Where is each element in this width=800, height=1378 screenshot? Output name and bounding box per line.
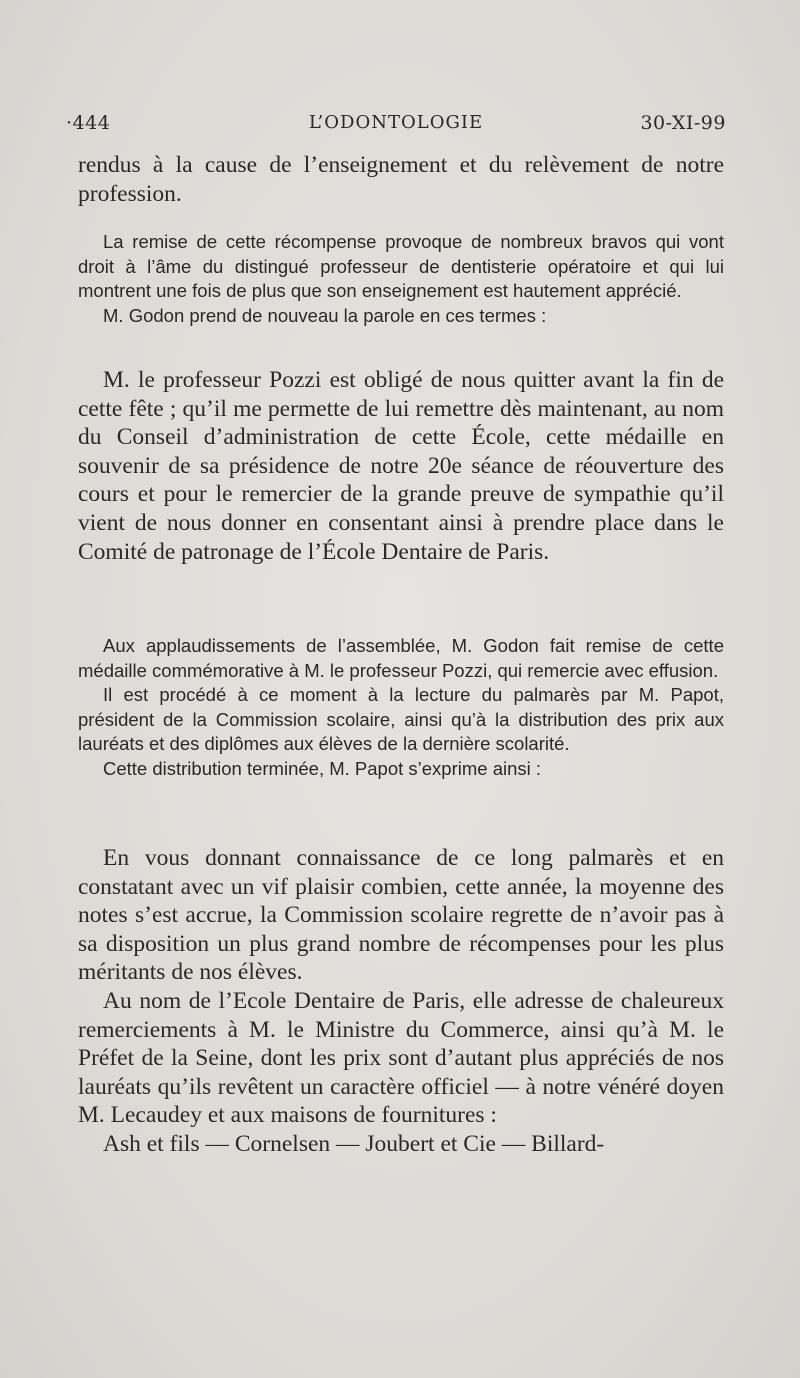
speech-paragraph: Au nom de l’Ecole Dentaire de Paris, elle adresse de chaleureux remerciements à M. le Ministre du Commerce, ainsi qu’à M. le Préfet de la Seine, dont les prix sont d’autant plus appréciés de nos lauréats qu’ils revêtent un caractère officiel — à notre vénéré doyen M. Lecaudey et aux maisons de fournitures : [78,987,724,1129]
narrative-paragraph: Il est procédé à ce moment à la lecture du palmarès par M. Papot, président de la Commission scolaire, ainsi qu’à la distribution des prix aux lauréats et des diplômes aux élèves de la dernière scolarité. [78,684,724,754]
issue-date: 30-XI-99 [640,112,726,134]
speech-paragraph: M. le professeur Pozzi est obligé de nous quitter avant la fin de cette fête ; qu’il me permette de lui remettre dès maintenant, au nom du Conseil d’administration de cette École, cette médaille en souvenir de sa présidence de notre 20e séance de réouverture des cours et pour le remercier de la grande preuve de sympathie qu’il vient de nous donner en consentant ainsi à prendre place dans le Comité de patronage de l’École Dentaire de Paris. [78,367,724,565]
narrative-block-1 [78,230,724,328]
narrative-paragraph: Aux applaudissements de l’assemblée, M. Godon fait remise de cette médaille commémorative à M. le professeur Pozzi, qui remercie avec effusion. [78,635,724,681]
speech-paragraph: En vous donnant connaissance de ce long palmarès et en constatant avec un vif plaisir combien, cette année, la moyenne des notes s’est accrue, la Commission scolaire regrette de n’avoir pas à sa disposition un plus grand nombre de récompenses pour les plus méritants de nos élèves. [78,845,724,986]
continuation-paragraph-block [78,151,724,208]
narrative-block-2 [78,634,724,781]
page-number: ·444 [66,112,111,134]
journal-title: L’ODONTOLOGIE [308,112,484,133]
continuation-paragraph: rendus à la cause de l’enseignement et du relèvement de notre profession. [78,152,724,207]
narrative-paragraph: La remise de cette récompense provoque de nombreux bravos qui vont droit à l’âme du distingué professeur de dentisterie opératoire et qui lui montrent une fois de plus que son enseignement est hautement apprécié. [78,231,724,301]
speech-godon-block [78,366,724,566]
speech-paragraph: Ash et fils — Cornelsen — Joubert et Cie — Billard- [103,1130,605,1157]
speech-papot-block [78,844,724,1159]
narrative-paragraph: Cette distribution terminée, M. Papot s’exprime ainsi : [103,757,542,779]
running-header [66,112,726,142]
narrative-paragraph: M. Godon prend de nouveau la parole en ces termes : [103,304,547,326]
